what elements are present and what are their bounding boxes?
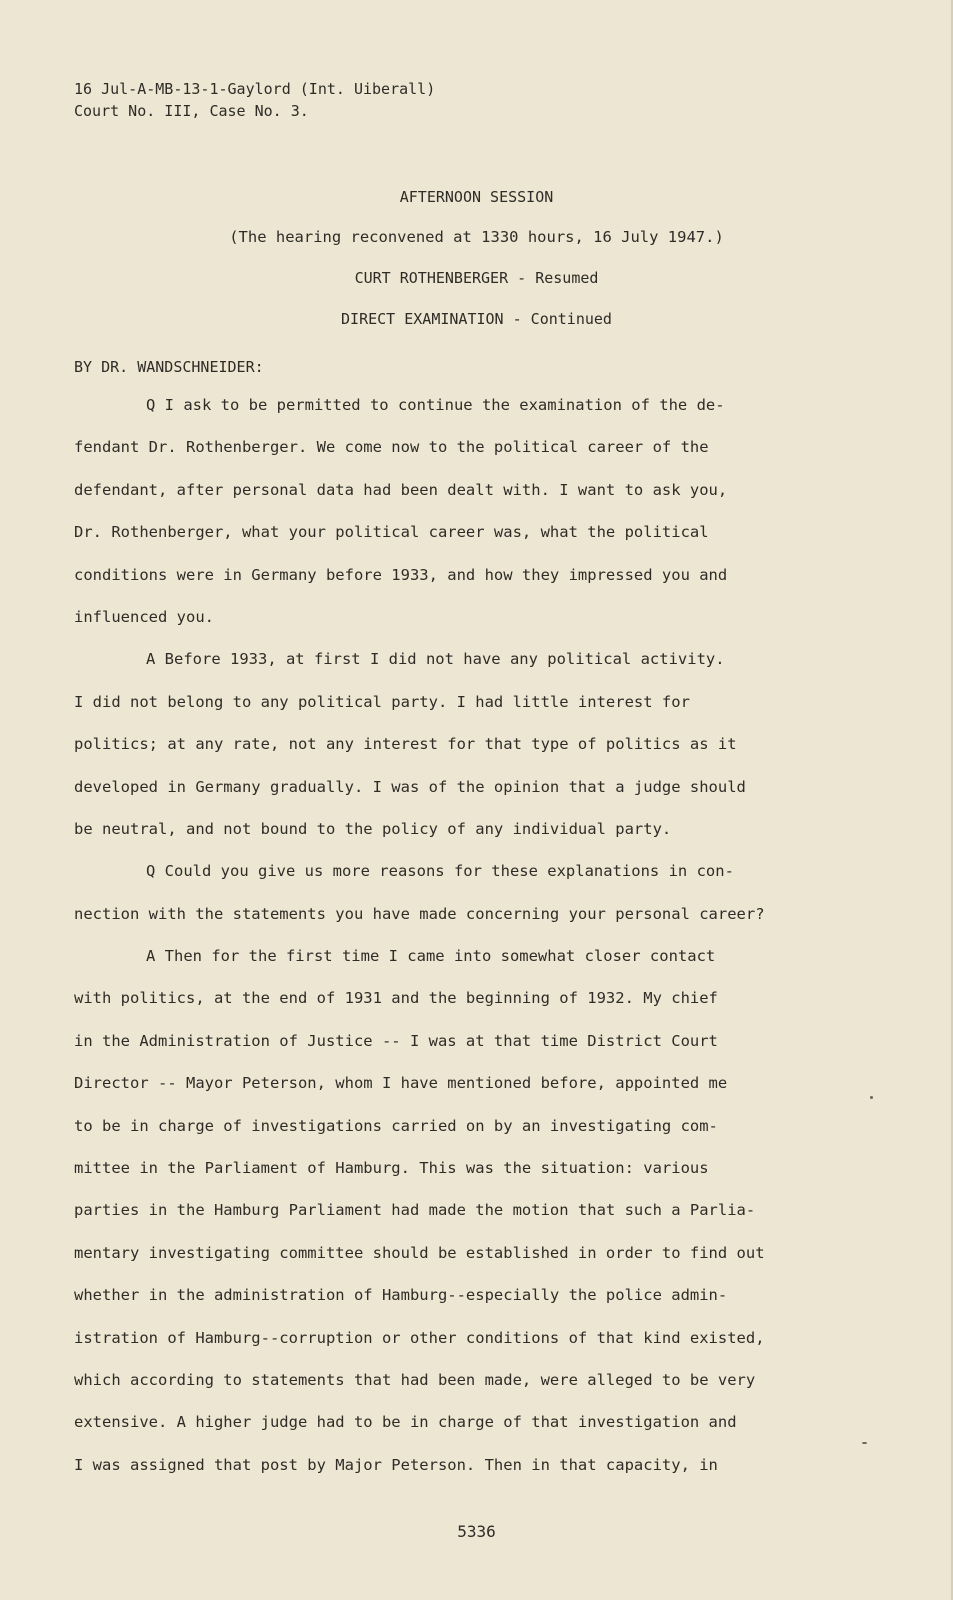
header-court-line: Court No. III, Case No. 3. <box>74 102 309 120</box>
transcript-line: conditions were in Germany before 1933, and how they impressed you and <box>74 565 728 584</box>
transcript-line: defendant, after personal data had been dealt with. I want to ask you, <box>74 480 728 499</box>
transcript-line: in the Administration of Justice -- I was at that time District Court <box>74 1031 718 1050</box>
header-reference-line: 16 Jul-A-MB-13-1-Gaylord (Int. Uiberall) <box>74 80 436 98</box>
document-header <box>74 78 435 122</box>
examination-heading: DIRECT EXAMINATION - Continued <box>341 310 612 328</box>
transcript-line: mentary investigating committee should be established in order to find out <box>74 1243 765 1262</box>
transcript-line: Q I ask to be permitted to continue the examination of the de- <box>146 396 725 414</box>
paper-speck <box>862 1442 867 1444</box>
transcript-line: extensive. A higher judge had to be in charge of that investigation and <box>74 1413 737 1432</box>
transcript-line: I was assigned that post by Major Peterson. Then in that capacity, in <box>74 1455 718 1474</box>
transcript-line: mittee in the Parliament of Hamburg. This was the situation: various <box>74 1159 709 1178</box>
examiner-line: BY DR. WANDSCHNEIDER: <box>74 358 264 376</box>
transcript-line: A Then for the first time I came into somewhat closer contact <box>146 947 716 966</box>
transcript-line: developed in Germany gradually. I was of the opinion that a judge should <box>74 777 746 796</box>
transcript-line: be neutral, and not bound to the policy of any individual party. <box>74 819 672 838</box>
transcript-line: I did not belong to any political party. I had little interest for <box>74 692 690 711</box>
transcript-body <box>74 394 844 1496</box>
transcript-line: whether in the administration of Hamburg--especially the police admin- <box>74 1286 728 1305</box>
transcript-line: Dr. Rothenberger, what your political career was, what the political <box>74 523 709 542</box>
witness-heading: CURT ROTHENBERGER - Resumed <box>354 269 599 287</box>
transcript-line: to be in charge of investigations carried on by an investigating com- <box>74 1116 718 1135</box>
transcript-line: parties in the Hamburg Parliament had made the motion that such a Parlia- <box>74 1201 756 1220</box>
transcript-line: nection with the statements you have made concerning your personal career? <box>74 904 765 923</box>
transcript-line: with politics, at the end of 1931 and the beginning of 1932. My chief <box>74 989 718 1008</box>
session-heading: AFTERNOON SESSION <box>399 188 554 206</box>
transcript-line: politics; at any rate, not any interest for that type of politics as it <box>74 735 737 754</box>
transcript-line: fendant Dr. Rothenberger. We come now to the political career of the <box>74 438 709 457</box>
paper-speck <box>870 1096 873 1099</box>
transcript-line: Director -- Mayor Peterson, whom I have mentioned before, appointed me <box>74 1074 728 1093</box>
transcript-line: influenced you. <box>74 607 214 626</box>
transcript-line: Q Could you give us more reasons for these explanations in con- <box>146 862 734 881</box>
page-number: 5336 <box>457 1522 496 1541</box>
reconvened-note: (The hearing reconvened at 1330 hours, 16 July 1947.) <box>229 228 724 246</box>
transcript-line: A Before 1933, at first I did not have any political activity. <box>146 650 725 669</box>
transcript-line: which according to statements that had been made, were alleged to be very <box>74 1370 756 1389</box>
transcript-line: istration of Hamburg--corruption or other conditions of that kind existed, <box>74 1328 765 1347</box>
